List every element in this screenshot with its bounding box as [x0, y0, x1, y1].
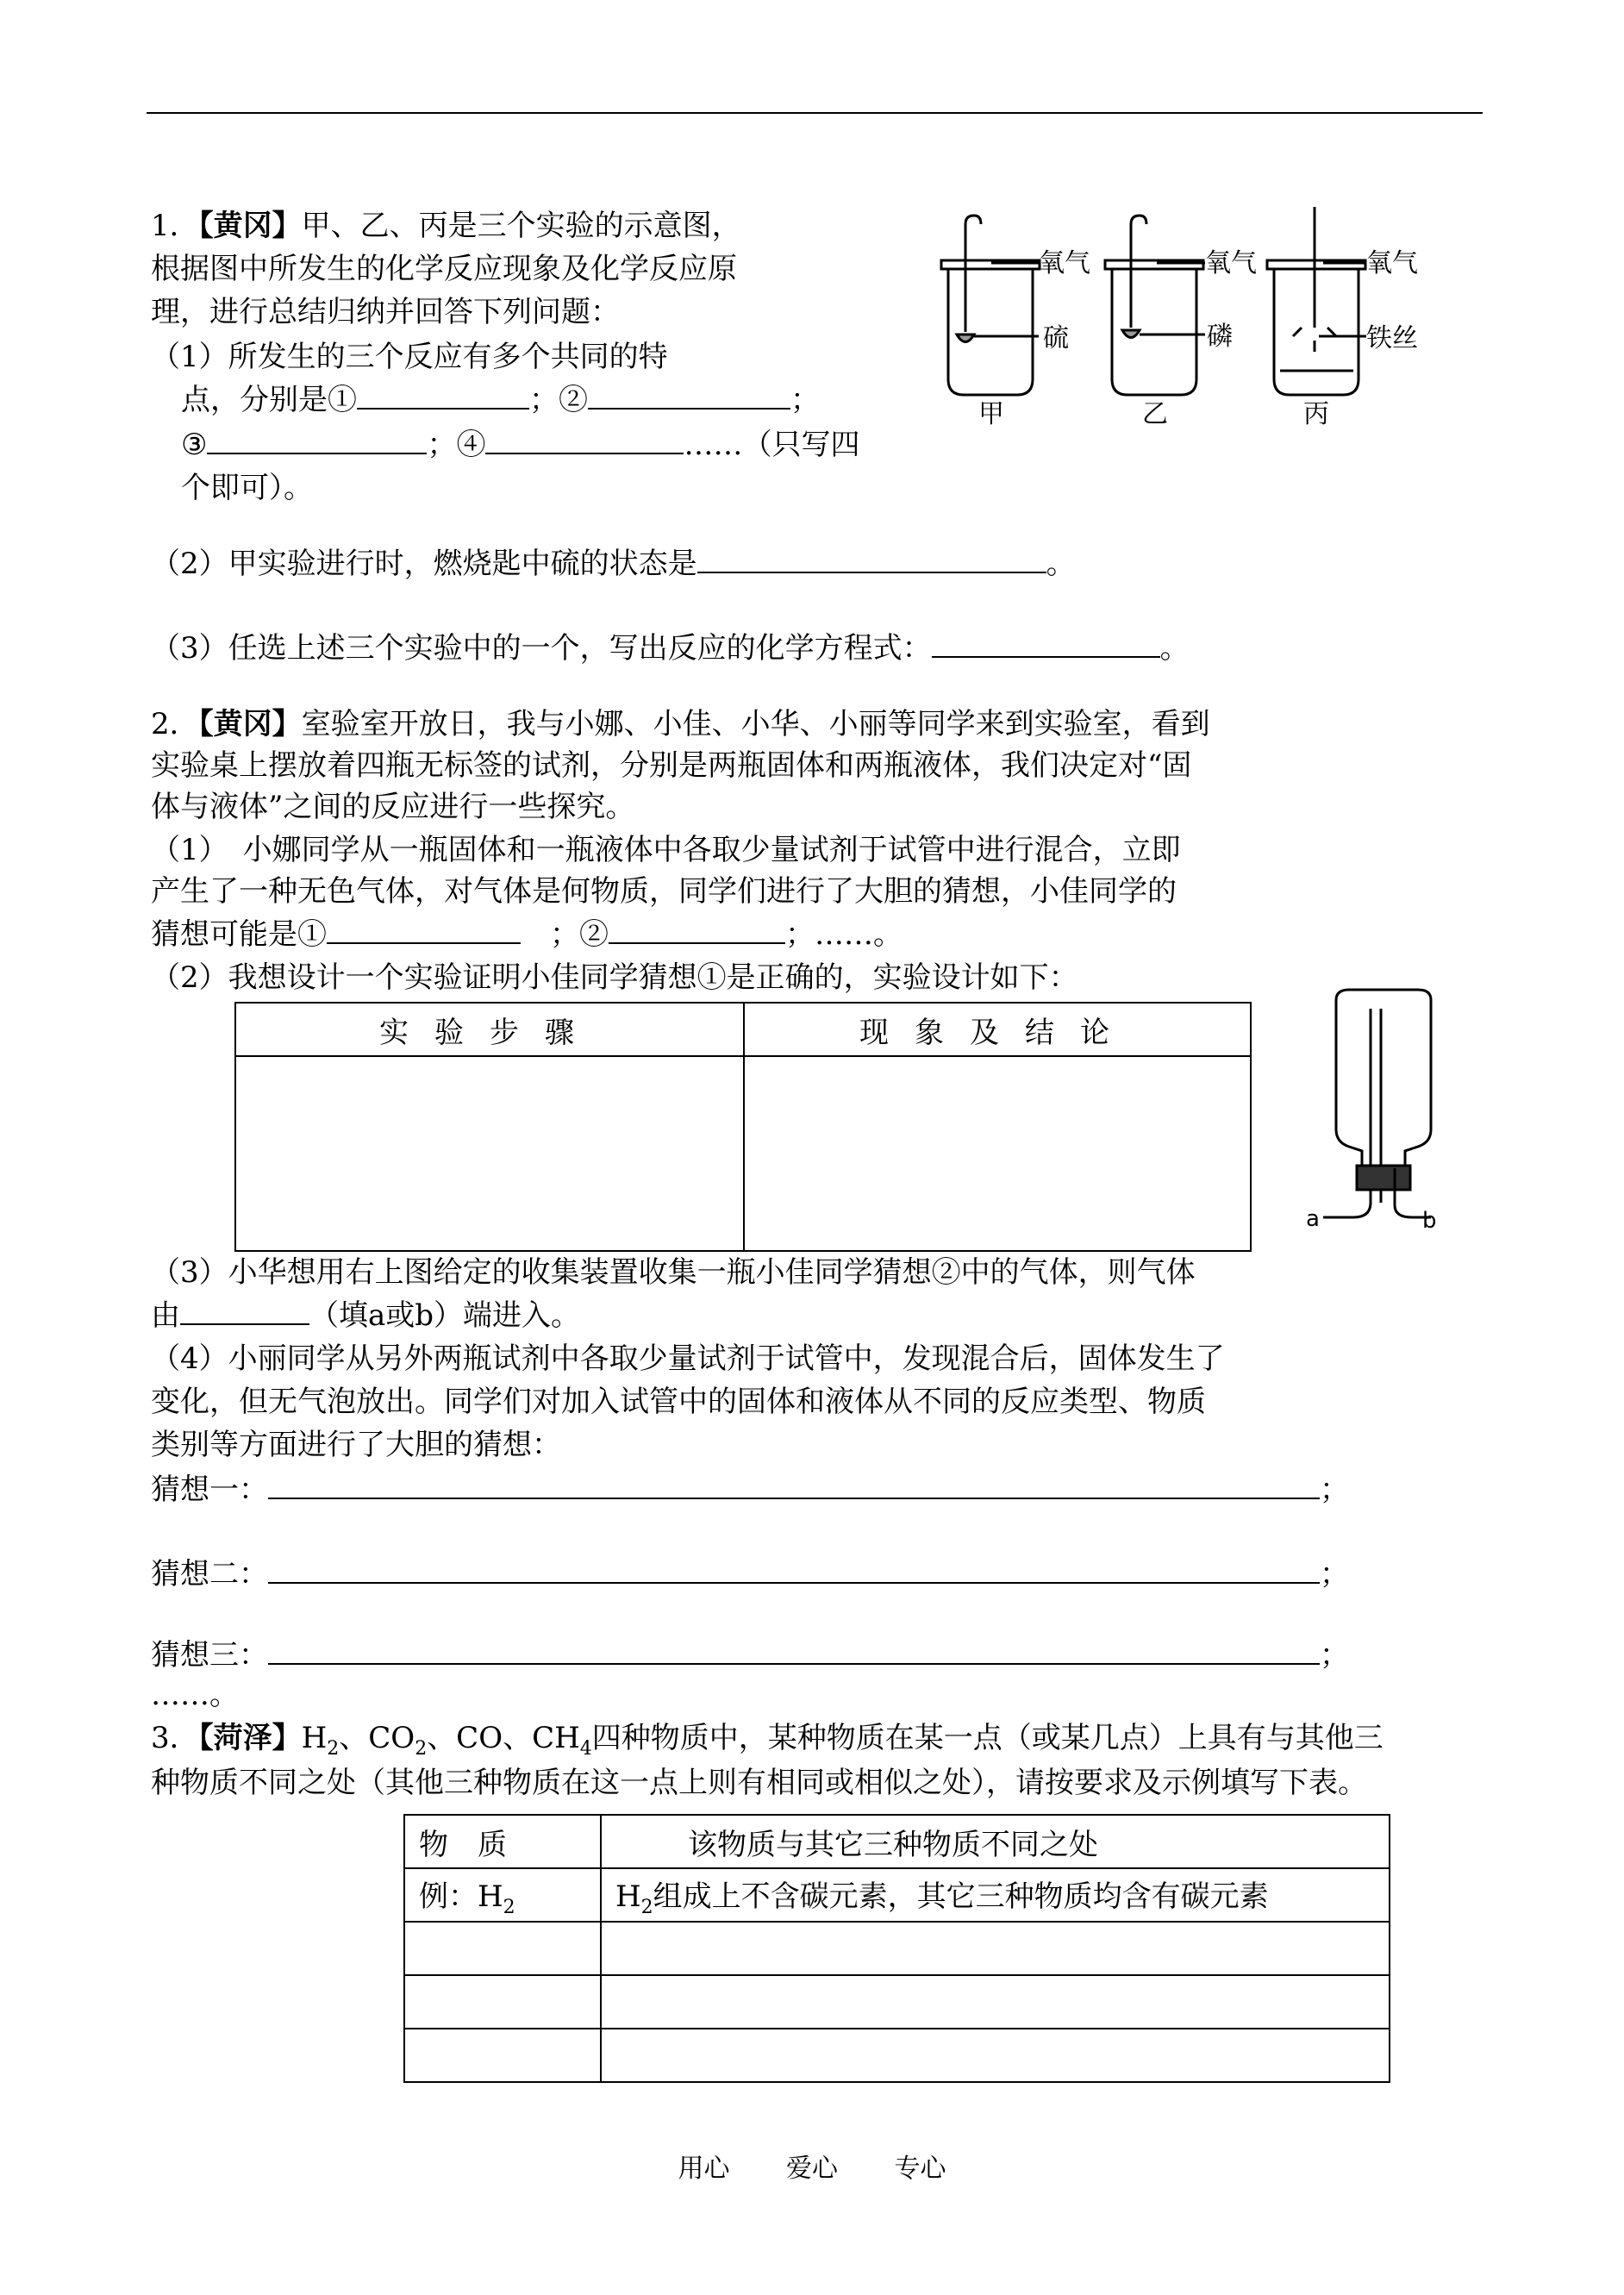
q2-line1: 2．【黄冈】室验室开放日，我与小娜、小佳、小华、小丽等同学来到实验室，看到 [151, 707, 1210, 741]
q2-p1-line3: 猜想可能是① ；② ；……。 [151, 917, 903, 952]
jia-bottle-icon [948, 267, 1033, 395]
bing-substance-label: 铁丝 [1366, 323, 1418, 353]
table-row-substance[interactable] [404, 1975, 601, 2029]
q2-p3-line2: 由 （填a或b）端进入。 [151, 1298, 581, 1333]
jia-gas-label: 氧气 [1039, 248, 1090, 278]
q1-part2: （2）甲实验进行时，燃烧匙中硫的状态是 。 [151, 547, 1076, 581]
table-row-difference[interactable] [601, 1975, 1390, 2029]
q2-p2: （2）我想设计一个实验证明小佳同学猜想①是正确的，实验设计如下： [151, 960, 1078, 995]
experiment-figure [931, 207, 1448, 431]
q2-ellipsis: ……。 [151, 1678, 239, 1712]
answer-blank-9[interactable] [180, 1298, 309, 1325]
experiment-design-table [234, 1002, 1252, 1252]
bottle-icon [1336, 990, 1431, 1168]
example-difference: $H_2$组成上不含碳元素，其它三种物质均含有碳元素 [601, 1868, 1390, 1922]
q2-line2: 实验桌上摆放着四瓶无标签的试剂，分别是两瓶固体和两瓶液体，我们决定对“固 [151, 748, 1192, 783]
bing-bottle-icon [1274, 267, 1359, 395]
answer-blank-1[interactable] [357, 382, 529, 410]
jia-substance-label: 硫 [1043, 323, 1069, 353]
table-cell-result[interactable] [744, 1056, 1251, 1251]
q2-p3-line1: （3）小华想用右上图给定的收集装置收集一瓶小佳同学猜想②中的气体，则气体 [151, 1255, 1196, 1290]
table-header-steps: 实验步骤 [235, 1003, 744, 1056]
bing-caption: 丙 [1303, 399, 1329, 429]
answer-blank-7[interactable] [327, 916, 521, 944]
answer-blank-2[interactable] [588, 382, 790, 410]
q2-p1-line1: （1） 小娜同学从一瓶固体和一瓶液体中各取少量试剂于试管中进行混合，立即 [151, 833, 1181, 867]
table-row-substance[interactable] [404, 2029, 601, 2082]
answer-blank-5[interactable] [697, 546, 1046, 573]
q1-line6: ③ ；④ ……（只写四 [181, 428, 860, 462]
table-header-result: 现象及结论 [744, 1003, 1251, 1056]
q2-p4-line3: 类别等方面进行了大胆的猜想： [151, 1428, 561, 1462]
q2-line3: 体与液体”之间的反应进行一些探究。 [151, 790, 635, 824]
guess-3-blank[interactable] [268, 1637, 1320, 1665]
guess-2-row: 猜想二： ； [151, 1557, 1349, 1591]
q1-line7: 个即可）。 [181, 471, 313, 505]
q1-line2: 根据图中所发生的化学反应现象及化学反应原 [151, 252, 737, 286]
table-row-difference[interactable] [601, 2029, 1390, 2082]
substance-table [403, 1814, 1390, 2083]
table-row-difference[interactable] [601, 1922, 1390, 1975]
substance-header: 物 质 [404, 1815, 601, 1868]
guess-1-row: 猜想一： ； [151, 1473, 1349, 1507]
q1-part3: （3）任选上述三个实验中的一个，写出反应的化学方程式： 。 [151, 631, 1190, 666]
page-footer [0, 2147, 1624, 2185]
jia-caption: 甲 [978, 399, 1004, 429]
answer-blank-3[interactable] [207, 427, 427, 454]
guess-1-blank[interactable] [268, 1472, 1320, 1499]
table-cell-steps[interactable] [235, 1056, 744, 1251]
guess-3-row: 猜想三： ； [151, 1638, 1349, 1673]
header-rule [147, 112, 1483, 114]
answer-blank-4[interactable] [485, 427, 684, 454]
yi-substance-label: 磷 [1207, 322, 1233, 352]
answer-blank-6[interactable] [932, 630, 1160, 658]
footer-word-3: 专心 [894, 2154, 946, 2184]
bing-gas-label: 氧气 [1366, 248, 1418, 278]
q2-p4-line2: 变化，但无气泡放出。同学们对加入试管中的固体和液体从不同的反应类型、物质 [151, 1385, 1206, 1419]
guess-2-blank[interactable] [268, 1556, 1320, 1584]
label-a: a [1306, 1206, 1320, 1232]
example-substance: 例：$H_2$ [404, 1868, 601, 1922]
q2-p4-line1: （4）小丽同学从另外两瓶试剂中各取少量试剂于试管中，发现混合后，固体发生了 [151, 1341, 1225, 1376]
q1-line5: 点，分别是① ；② ； [181, 383, 820, 417]
yi-gas-label: 氧气 [1205, 248, 1257, 278]
q1-line4: （1）所发生的三个反应有多个共同的特 [151, 340, 668, 374]
q1-line1: 1．【黄冈】甲、乙、丙是三个实验的示意图， [151, 209, 741, 243]
q1-line3: 理，进行总结归纳并回答下列问题： [151, 295, 620, 329]
q2-p1-line2: 产生了一种无色气体，对气体是何物质，同学们进行了大胆的猜想，小佳同学的 [151, 874, 1177, 909]
answer-blank-8[interactable] [609, 916, 785, 944]
yi-caption: 乙 [1142, 399, 1168, 429]
collection-bottle-figure [1302, 983, 1440, 1241]
q3-line1: 3．【菏泽】$H_2$、$CO_2$、CO、$CH_4$四种物质中，某种物质在某一点（或某几点）上具有与其他三 [151, 1721, 1384, 1760]
q3-line2: 种物质不同之处（其他三种物质在这一点上则有相同或相似之处），请按要求及示例填写下表。 [151, 1766, 1367, 1800]
table-row-substance[interactable] [404, 1922, 601, 1975]
footer-word-2: 爱心 [786, 2154, 838, 2184]
difference-header: 该物质与其它三种物质不同之处 [601, 1815, 1390, 1868]
footer-word-1: 用心 [678, 2154, 730, 2184]
label-b: b [1422, 1208, 1437, 1234]
